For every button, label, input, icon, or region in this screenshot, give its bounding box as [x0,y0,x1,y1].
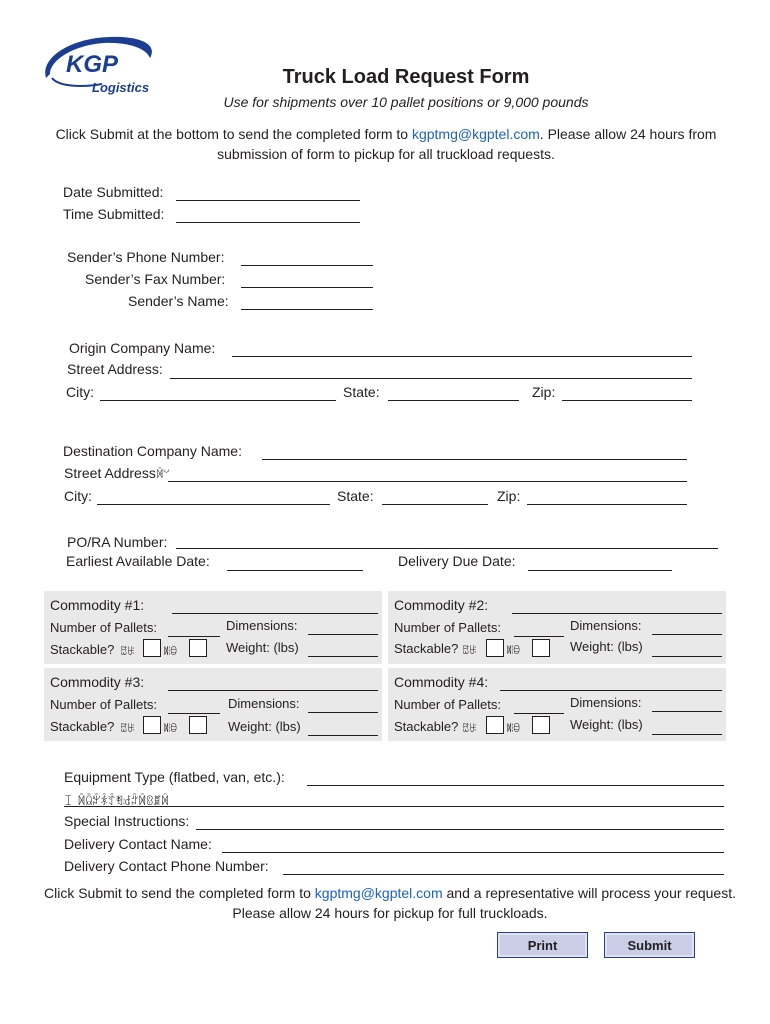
destination-company-label: Destination Company Name: [63,443,242,459]
commodity-4-title: Commodity #4: [394,674,489,690]
commodity-3-stackable-no-checkbox[interactable] [189,716,207,734]
commodity-3-pallets-label: Number of Pallets: [50,697,157,712]
commodity-3-pallets-field[interactable] [168,713,220,714]
commodity-1-weight-label: Weight: (lbs) [226,640,299,655]
commodity-2-no-glyph: ꐻꃪ [506,646,520,657]
commodity-3-stackable-label: Stackable? [50,719,115,734]
commodity-2-description-field[interactable] [512,613,722,614]
commodity-1-weight-field[interactable] [308,656,378,657]
due-date-label: Delivery Due Date: [398,553,516,569]
footer-email-link[interactable]: kgptmg@kgptel.com [314,885,443,901]
commodity-3-weight-field[interactable] [308,735,378,736]
destination-zip-field[interactable] [527,504,687,505]
logo-subtext: Logistics [92,80,150,95]
commodity-2-dimensions-field[interactable] [652,634,722,635]
commodity-4-yes-glyph: ꐺꄇ [462,724,476,735]
commodity-1-pallets-field[interactable] [168,636,220,637]
commodity-4-dimensions-label: Dimensions: [570,695,642,710]
commodity-4-dimensions-field[interactable] [652,711,722,712]
page-title: Truck Load Request Form [282,66,530,88]
commodity-1-title: Commodity #1: [50,597,145,613]
intro-email-link[interactable]: kgptmg@kgptel.com [411,126,540,142]
special-instructions-label: Special Instructions: [64,813,190,829]
commodity-2-pallets-field[interactable] [514,636,564,637]
logo-text: KGP [66,51,119,78]
sender-phone-field[interactable] [241,265,373,266]
commodity-1-stackable-yes-checkbox[interactable] [143,639,161,657]
origin-zip-field[interactable] [562,400,692,401]
date-submitted-field[interactable] [176,200,360,201]
commodity-2-yes-glyph: ꐺꄇ [462,646,476,657]
origin-state-label: State: [343,384,380,400]
destination-company-field[interactable] [262,459,687,460]
destination-state-label: State: [337,488,374,504]
sender-fax-field[interactable] [241,287,373,288]
commodity-2-title: Commodity #2: [394,597,489,613]
commodity-2-pallets-label: Number of Pallets: [394,620,501,635]
commodity-1-panel [44,591,382,664]
commodity-1-dimensions-field[interactable] [308,634,378,635]
time-submitted-label: Time Submitted: [63,206,165,222]
commodity-2-stackable-no-checkbox[interactable] [532,639,550,657]
commodity-4-description-field[interactable] [500,690,722,691]
commodity-1-no-glyph: ꐻꃪ [163,647,177,658]
commodity-1-dimensions-label: Dimensions: [226,618,298,633]
po-number-field[interactable] [176,548,718,549]
footer-text-before: Click Submit to send the completed form to [44,885,315,901]
commodity-2-dimensions-label: Dimensions: [570,618,642,633]
commodity-2-stackable-label: Stackable? [394,641,459,656]
origin-city-label: City: [66,384,94,400]
intro-text-after: . Please allow 24 hours from submission of form to pickup for all truckload requests. [217,126,717,162]
commodity-1-stackable-no-checkbox[interactable] [189,639,207,657]
delivery-contact-name-label: Delivery Contact Name: [64,836,212,852]
destination-zip-label: Zip: [497,488,521,504]
commodity-1-stackable-label: Stackable? [50,642,115,657]
commodity-3-title: Commodity #3: [50,674,145,690]
delivery-contact-phone-label: Delivery Contact Phone Number: [64,858,269,874]
intro-text-before: Click Submit at the bottom to send the completed form to [55,126,412,142]
commodity-3-description-field[interactable] [168,690,378,691]
due-date-field[interactable] [528,570,672,571]
commodity-4-no-glyph: ꐻꃪ [506,724,520,735]
date-submitted-label: Date Submitted: [63,184,164,200]
time-submitted-field[interactable] [176,222,360,223]
commodity-2-panel [388,591,726,664]
equipment-garbled-line: ꀤ ꁑꆯꃟꅹꄷꄮꅽꂜꁑꐪꃑꁑ [64,795,169,808]
commodity-3-no-glyph: ꐻꃪ [163,724,177,735]
intro-paragraph [30,124,742,164]
sender-fax-label: Sender’s Fax Number: [85,271,226,287]
earliest-date-field[interactable] [227,570,363,571]
footer-paragraph [40,883,740,923]
earliest-date-label: Earliest Available Date: [66,553,210,569]
origin-company-label: Origin Company Name: [69,340,216,356]
commodity-4-stackable-label: Stackable? [394,719,459,734]
destination-city-field[interactable] [97,504,330,505]
commodity-3-dimensions-field[interactable] [308,712,378,713]
special-instructions-field[interactable] [196,829,724,830]
delivery-contact-name-field[interactable] [222,852,724,853]
submit-button[interactable]: Submit [604,932,695,958]
commodity-2-weight-field[interactable] [652,656,722,657]
commodity-3-dimensions-label: Dimensions: [228,696,300,711]
equipment-extra-field[interactable] [64,806,724,807]
page-subtitle: Use for shipments over 10 pallet positions or 9,000 pounds [223,94,589,110]
destination-state-field[interactable] [382,504,488,505]
origin-street-field[interactable] [170,378,692,379]
destination-city-label: City: [64,488,92,504]
commodity-1-pallets-label: Number of Pallets: [50,620,157,635]
commodity-1-yes-glyph: ꐺꄇ [120,647,134,658]
commodity-1-description-field[interactable] [172,613,378,614]
origin-street-label: Street Address: [67,361,163,377]
commodity-4-panel [388,668,726,741]
footer-text-after: and a representative will process your request. Please allow 24 hours for pickup for full truckloads. [232,885,736,921]
commodity-4-pallets-field[interactable] [514,713,564,714]
commodity-3-stackable-yes-checkbox[interactable] [143,716,161,734]
delivery-contact-phone-field[interactable] [283,874,724,875]
equipment-type-label: Equipment Type (flatbed, van, etc.): [64,769,285,785]
origin-company-field[interactable] [232,356,692,357]
print-button[interactable]: Print [497,932,588,958]
po-number-label: PO/RA Number: [67,534,168,550]
commodity-2-weight-label: Weight: (lbs) [570,639,643,654]
equipment-type-field[interactable] [307,785,724,786]
commodity-4-weight-label: Weight: (lbs) [570,717,643,732]
commodity-4-stackable-no-checkbox[interactable] [532,716,550,734]
origin-zip-label: Zip: [532,384,556,400]
commodity-3-panel [44,668,382,741]
destination-street-label [64,465,169,481]
origin-city-field[interactable] [100,400,336,401]
commodity-3-yes-glyph: ꐺꄇ [120,724,134,735]
commodity-4-weight-field[interactable] [652,734,722,735]
destination-street-glyph: ꁑ꒡ [155,470,170,481]
destination-street-field[interactable] [168,481,687,482]
commodity-3-weight-label: Weight: (lbs) [228,719,301,734]
commodity-4-stackable-yes-checkbox[interactable] [486,716,504,734]
commodity-4-pallets-label: Number of Pallets: [394,697,501,712]
commodity-2-stackable-yes-checkbox[interactable] [486,639,504,657]
sender-name-field[interactable] [241,309,373,310]
sender-name-label: Sender’s Name: [128,293,229,309]
origin-state-field[interactable] [388,400,519,401]
destination-street-label-text: Street Address [64,465,156,481]
sender-phone-label: Sender’s Phone Number: [67,249,225,265]
